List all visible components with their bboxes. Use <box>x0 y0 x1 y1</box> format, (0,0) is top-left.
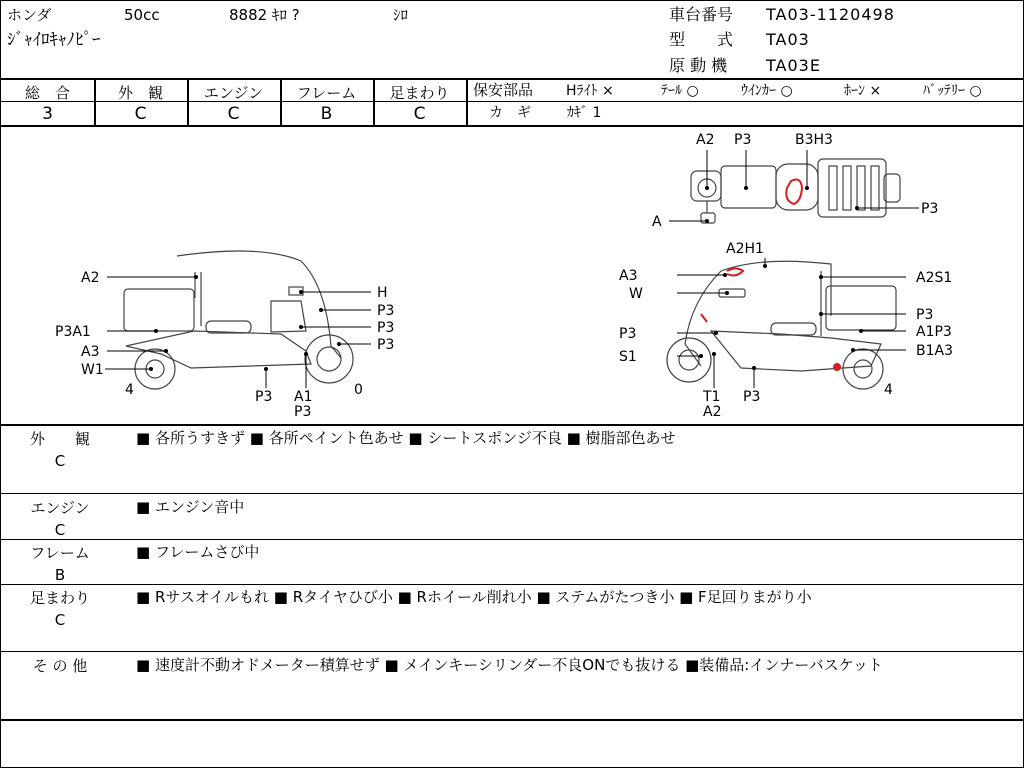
section-other-text: ■ 速度計不動オドメーター積算せず ■ メインキーシリンダー不良ONでも抜ける ■装備品:インナーバスケット <box>136 656 883 674</box>
damage-diagram <box>1 126 1023 424</box>
frame-no: TA03-1120498 <box>766 5 895 24</box>
diagram-label: H <box>377 285 388 301</box>
grade-label-engine: エンジン <box>203 84 264 102</box>
section-exterior-title: 外 観 C <box>29 430 90 470</box>
diagram-label: P3A1 <box>55 324 91 340</box>
diagram-label: 4 <box>125 382 134 398</box>
diagram-label: A2 <box>696 132 715 148</box>
type-label: 型 式 <box>669 30 734 49</box>
section-engine-title: エンジン C <box>30 499 90 539</box>
safety-item-tail: ﾃｰﾙ ○ <box>661 83 699 99</box>
section-exterior-text: ■ 各所うすきず ■ 各所ペイント色あせ ■ シートスポンジ不良 ■ 樹脂部色あせ <box>136 429 676 447</box>
diagram-label: P3 <box>743 389 761 405</box>
divider <box>1 719 1023 721</box>
damage-mark <box>834 364 840 370</box>
diagram-label: P3 <box>377 337 395 353</box>
diagram-label: P3 <box>255 389 273 405</box>
divider <box>1 584 1023 585</box>
diagram-label: P3 <box>916 307 934 323</box>
divider <box>467 101 1023 102</box>
grade-value-engine: C <box>227 104 240 124</box>
diagram-label: A2 <box>703 404 722 420</box>
engine-value: TA03E <box>766 56 821 75</box>
top-view-scooter <box>691 159 900 223</box>
model-name: ｼﾞｬｲﾛｷｬﾉﾋﾟｰ <box>7 30 101 50</box>
divider <box>1 78 1023 80</box>
displacement: 50cc <box>124 6 160 24</box>
diagram-label: P3 <box>619 326 637 342</box>
diagram-label: B3H3 <box>795 132 833 148</box>
diagram-label: 4 <box>884 382 893 398</box>
grade-label-exterior: 外 観 <box>117 84 163 102</box>
key-value: ｶｷﾞ 1 <box>567 105 602 121</box>
type-value: TA03 <box>766 30 810 49</box>
frame-no-label: 車台番号 <box>669 5 734 24</box>
divider <box>466 78 468 125</box>
diagram-label: A2H1 <box>726 241 764 257</box>
section-suspension-text: ■ Rサスオイルもれ ■ Rタイヤひび小 ■ Rホイール削れ小 ■ ステムがたつき小 ■ F足回りまがり小 <box>136 588 812 606</box>
diagram-label: S1 <box>619 349 637 365</box>
damage-mark <box>701 314 707 322</box>
diagram-label: P3 <box>294 404 312 420</box>
grade-label-overall: 総 合 <box>24 84 70 102</box>
diagram-label: B1A3 <box>916 343 953 359</box>
safety-item-horn: ﾎｰﾝ × <box>844 83 882 99</box>
grade-value-exterior: C <box>134 104 147 124</box>
maker: ホンダ <box>7 6 52 24</box>
engine-label: 原 動 機 <box>669 56 728 75</box>
grade-value-frame: B <box>320 104 333 124</box>
right-side-scooter <box>667 261 896 389</box>
left-side-scooter <box>124 251 353 389</box>
diagram-label: A1 <box>294 389 313 405</box>
safety-item-headlight: Hﾗｲﾄ × <box>566 83 614 99</box>
section-frame-title: フレーム B <box>30 544 90 584</box>
section-engine-text: ■ エンジン音中 <box>136 498 245 516</box>
damage-mark <box>727 269 743 276</box>
damage-mark <box>786 180 802 204</box>
divider <box>1 424 1023 426</box>
key-label: カ ギ <box>489 105 531 121</box>
color: ｼﾛ <box>393 6 409 24</box>
divider <box>1 651 1023 652</box>
diagram-label: W1 <box>81 362 104 378</box>
diagram-label: W <box>629 286 643 302</box>
diagram-label: A <box>652 214 662 230</box>
grade-label-frame: フレーム <box>296 84 357 102</box>
section-frame-text: ■ フレームさび中 <box>136 543 260 561</box>
safety-label: 保安部品 <box>473 81 534 99</box>
diagram-label: A3 <box>619 268 638 284</box>
diagram-label: P3 <box>921 201 939 217</box>
section-other-title: そ の 他 <box>32 657 88 675</box>
diagram-label: A2S1 <box>916 270 953 286</box>
grade-label-suspension: 足まわり <box>389 84 450 102</box>
section-suspension-title: 足まわり C <box>29 589 90 629</box>
safety-item-battery: ﾊﾞｯﾃﾘｰ ○ <box>923 83 982 99</box>
divider <box>1 493 1023 494</box>
diagram-label: A2 <box>81 270 100 286</box>
diagram-label: A3 <box>81 344 100 360</box>
safety-item-winker: ｳｲﾝｶｰ ○ <box>741 83 793 99</box>
diagram-label: P3 <box>377 303 395 319</box>
diagram-label: P3 <box>734 132 752 148</box>
grade-value-suspension: C <box>413 104 426 124</box>
diagram-label: T1 <box>703 389 721 405</box>
diagram-label: P3 <box>377 320 395 336</box>
diagram-label: 0 <box>354 382 363 398</box>
grade-value-overall: 3 <box>42 104 53 124</box>
mileage: 8882 ｷﾛ ? <box>229 6 300 24</box>
divider <box>1 539 1023 540</box>
diagram-label: A1P3 <box>916 324 952 340</box>
